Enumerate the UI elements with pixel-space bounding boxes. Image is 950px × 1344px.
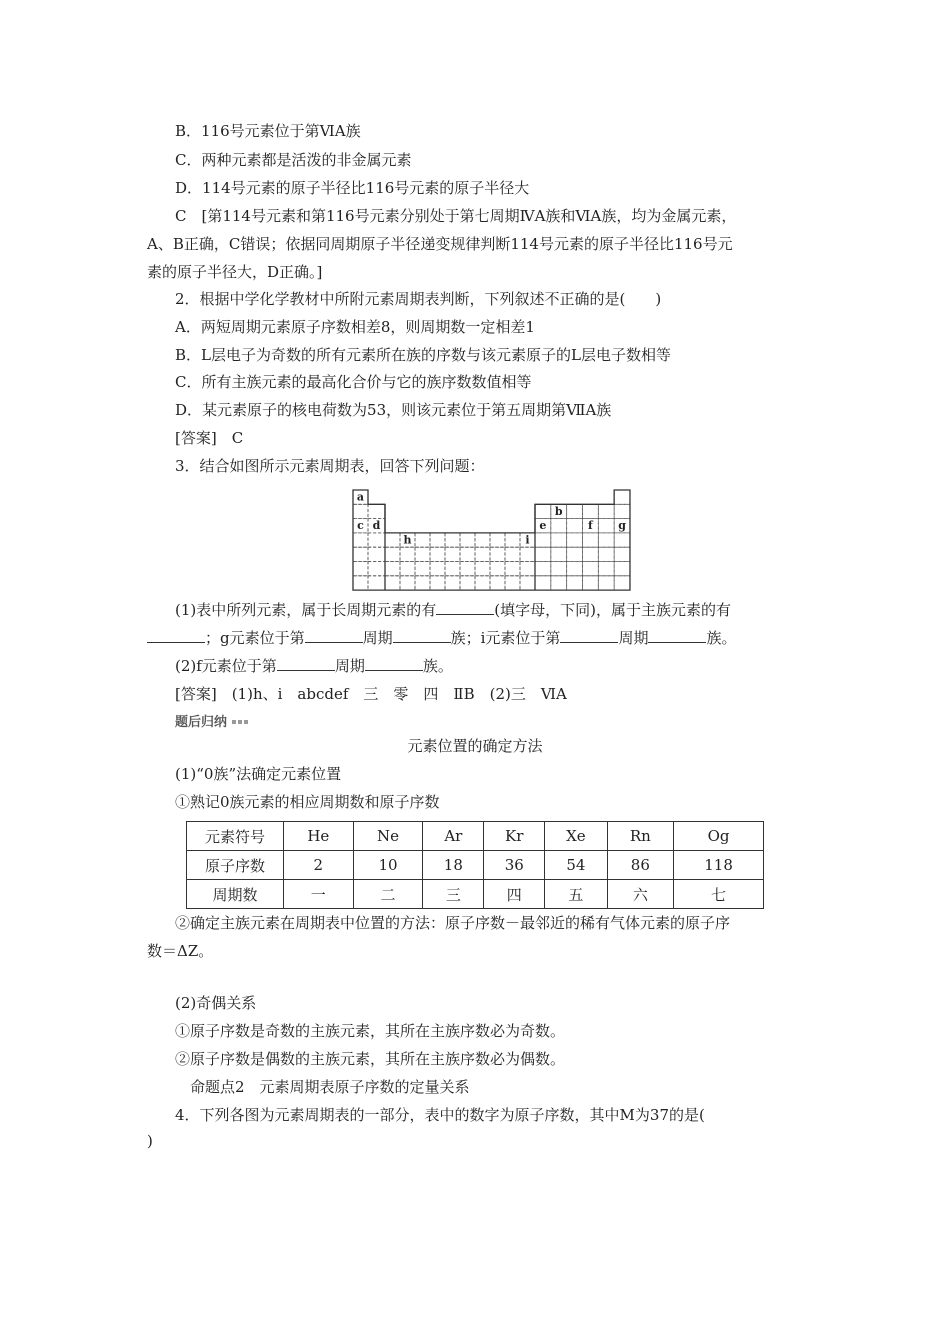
summary-heading	[175, 711, 248, 733]
table-cell	[430, 547, 445, 561]
table-cell	[400, 576, 415, 590]
text: 族。	[706, 629, 737, 647]
table-cell	[475, 562, 490, 576]
element-label: a	[356, 490, 365, 504]
element-label: h	[403, 533, 412, 547]
table-cell: 七	[674, 880, 764, 909]
table-cell	[614, 562, 630, 576]
table-cell: 18	[423, 851, 484, 880]
table-cell	[445, 533, 460, 547]
element-label: g	[618, 519, 626, 533]
table-cell	[567, 519, 583, 533]
answer-blank[interactable]	[305, 628, 363, 643]
element-label: c	[357, 519, 364, 533]
answer-blank[interactable]	[436, 600, 494, 615]
table-cell	[505, 562, 520, 576]
table-outline	[353, 490, 630, 590]
table-cell	[385, 576, 400, 590]
table-cell	[368, 562, 385, 576]
table-cell: Og	[674, 822, 764, 851]
table-cell	[551, 562, 567, 576]
q2-option-a: A．两短周期元素原子序数相差8，则周期数一定相差1	[175, 318, 535, 336]
text: (1)表中所列元素，属于长周期元素的有	[175, 601, 437, 619]
table-cell	[614, 490, 630, 504]
table-cell	[598, 576, 614, 590]
table-cell	[505, 533, 520, 547]
element-label: f	[588, 519, 593, 533]
answer-blank[interactable]	[277, 656, 335, 671]
answer-blank[interactable]	[648, 628, 706, 643]
table-cell	[490, 562, 505, 576]
table-cell	[535, 504, 551, 518]
q1-option-b: B．116号元素位于第ⅥA族	[175, 122, 361, 140]
table-cell	[385, 562, 400, 576]
table-cell: 2	[284, 851, 354, 880]
table-cell: Rn	[607, 822, 674, 851]
table-cell	[535, 562, 551, 576]
decor-dot	[244, 720, 248, 724]
table-cell	[415, 562, 430, 576]
q3-stem: 3．结合如图所示元素周期表，回答下列问题：	[175, 457, 485, 475]
text: 周期	[362, 629, 393, 647]
table-cell	[614, 533, 630, 547]
table-cell	[535, 533, 551, 547]
table-cell	[598, 519, 614, 533]
table-cell: 10	[353, 851, 423, 880]
table-cell	[415, 547, 430, 561]
table-cell	[368, 533, 385, 547]
decor-dot	[232, 720, 236, 724]
table-cell: 二	[353, 880, 423, 909]
table-cell	[490, 533, 505, 547]
table-cell	[567, 533, 583, 547]
table-cell	[614, 576, 630, 590]
summary-p1-1: ①熟记0族元素的相应周期数和原子序数	[175, 793, 440, 811]
table-cell	[368, 576, 385, 590]
table-cell	[353, 547, 368, 561]
q1-option-c: C．两种元素都是活泼的非金属元素	[175, 151, 412, 169]
text: ；g元素位于第	[205, 629, 305, 647]
table-cell	[582, 576, 598, 590]
table-cell	[551, 519, 567, 533]
q1-explanation: A、B正确，C错误；依据同周期原子半径递变规律判断114号元素的原子半径比116号元	[147, 235, 733, 253]
text: (填字母，下同)，属于主族元素的有	[494, 601, 731, 619]
topic-heading: 命题点2 元素周期表原子序数的定量关系	[190, 1078, 470, 1096]
summary-p2-2: ②原子序数是偶数的主族元素，其所在主族序数必为偶数。	[175, 1050, 566, 1068]
text: (2)f元素位于第	[175, 657, 277, 675]
q3-sub1-line2	[147, 628, 736, 648]
table-cell	[415, 576, 430, 590]
table-cell	[582, 504, 598, 518]
table-cell: 54	[545, 851, 607, 880]
table-cell	[505, 576, 520, 590]
summary-p2-1: ①原子序数是奇数的主族元素，其所在主族序数必为奇数。	[175, 1022, 566, 1040]
table-cell	[430, 562, 445, 576]
row-header: 原子序数	[187, 851, 284, 880]
summary-p1: (1)“0族”法确定元素位置	[175, 765, 342, 783]
table-cell	[567, 576, 583, 590]
table-cell	[353, 504, 368, 518]
table-cell	[385, 533, 400, 547]
table-cell	[567, 547, 583, 561]
table-cell	[368, 547, 385, 561]
summary-p1-2: 数＝ΔZ。	[147, 942, 214, 960]
table-cell	[475, 547, 490, 561]
table-cell	[551, 576, 567, 590]
answer-blank[interactable]	[365, 656, 423, 671]
table-cell	[582, 547, 598, 561]
table-cell	[353, 576, 368, 590]
table-cell: He	[284, 822, 354, 851]
element-label: b	[554, 504, 563, 518]
table-cell	[520, 576, 535, 590]
element-label: d	[372, 519, 381, 533]
table-row	[187, 851, 764, 880]
summary-title: 元素位置的确定方法	[407, 737, 543, 755]
answer-blank[interactable]	[560, 628, 618, 643]
q2-answer: [答案] C	[175, 429, 244, 447]
table-cell	[400, 562, 415, 576]
text: 周期	[334, 657, 365, 675]
table-cell: 一	[284, 880, 354, 909]
q1-option-d: D．114号元素的原子半径比116号元素的原子半径大	[175, 179, 530, 197]
table-cell: Kr	[484, 822, 545, 851]
row-header: 周期数	[187, 880, 284, 909]
q3-sub1-line1	[175, 600, 731, 620]
table-cell	[460, 576, 475, 590]
table-cell	[567, 504, 583, 518]
table-cell	[582, 562, 598, 576]
element-label: e	[539, 519, 547, 533]
table-cell	[505, 547, 520, 561]
table-cell	[475, 576, 490, 590]
text: 族。	[422, 657, 453, 675]
table-cell	[460, 533, 475, 547]
table-cell	[385, 547, 400, 561]
table-cell	[445, 562, 460, 576]
table-cell: Xe	[545, 822, 607, 851]
q4-stem: )	[147, 1132, 153, 1150]
table-cell	[353, 562, 368, 576]
table-cell	[551, 547, 567, 561]
table-cell: 36	[484, 851, 545, 880]
text: 周期	[618, 629, 649, 647]
q2-option-d: D．某元素原子的核电荷数为53，则该元素位于第五周期第ⅦA族	[175, 401, 612, 419]
q2-stem: 2．根据中学化学教材中所附元素周期表判断，下列叙述不正确的是( )	[175, 290, 662, 308]
table-cell: 六	[607, 880, 674, 909]
summary-p1-2: ②确定主族元素在周期表中位置的方法：原子序数－最邻近的稀有气体元素的原子序	[175, 914, 731, 932]
table-cell	[535, 547, 551, 561]
noble-gas-table	[186, 821, 764, 909]
answer-blank[interactable]	[147, 628, 205, 643]
decor-dot	[238, 720, 242, 724]
q1-explanation: 素的原子半径大，D正确。]	[147, 263, 323, 281]
table-cell	[460, 547, 475, 561]
summary-p2: (2)奇偶关系	[175, 994, 257, 1012]
table-cell	[551, 533, 567, 547]
table-cell	[614, 504, 630, 518]
q3-sub2	[175, 656, 453, 676]
text: 族；i元素位于第	[450, 629, 561, 647]
table-cell	[535, 576, 551, 590]
table-row	[187, 822, 764, 851]
table-cell	[598, 533, 614, 547]
table-cell	[490, 576, 505, 590]
q1-explanation: C [第114号元素和第116号元素分别处于第七周期ⅣA族和ⅥA族，均为金属元素，	[175, 207, 737, 225]
table-cell	[445, 547, 460, 561]
heading-text: 题后归纳	[175, 715, 228, 730]
table-cell: 86	[607, 851, 674, 880]
answer-blank[interactable]	[393, 628, 451, 643]
table-cell: Ar	[423, 822, 484, 851]
table-cell: Ne	[353, 822, 423, 851]
table-cell	[582, 533, 598, 547]
table-cell: 118	[674, 851, 764, 880]
q4-stem: 4．下列各图为元素周期表的一部分，表中的数字为原子序数，其中M为37的是(	[175, 1106, 705, 1124]
table-cell	[567, 562, 583, 576]
table-cell	[400, 547, 415, 561]
table-cell	[490, 547, 505, 561]
table-cell	[598, 562, 614, 576]
q2-option-b: B．L层电子为奇数的所有元素所在族的序数与该元素原子的L层电子数相等	[175, 346, 671, 364]
q2-option-c: C．所有主族元素的最高化合价与它的族序数数值相等	[175, 373, 532, 391]
table-cell	[520, 547, 535, 561]
table-cell	[353, 533, 368, 547]
table-row	[187, 880, 764, 909]
table-cell: 三	[423, 880, 484, 909]
table-cell	[430, 533, 445, 547]
table-cell	[460, 562, 475, 576]
element-label: i	[525, 533, 530, 547]
table-cell	[430, 576, 445, 590]
table-cell	[520, 562, 535, 576]
table-cell	[614, 547, 630, 561]
q3-answer: [答案] (1)h、i abcdef 三 零 四 ⅡB (2)三 ⅥA	[175, 685, 567, 703]
table-cell	[598, 504, 614, 518]
periodic-table-figure	[0, 0, 950, 600]
table-cell	[415, 533, 430, 547]
table-cell: 五	[545, 880, 607, 909]
table-cell	[598, 547, 614, 561]
table-cell: 四	[484, 880, 545, 909]
table-cell	[445, 576, 460, 590]
row-header: 元素符号	[187, 822, 284, 851]
table-cell	[475, 533, 490, 547]
table-cell	[368, 504, 385, 518]
